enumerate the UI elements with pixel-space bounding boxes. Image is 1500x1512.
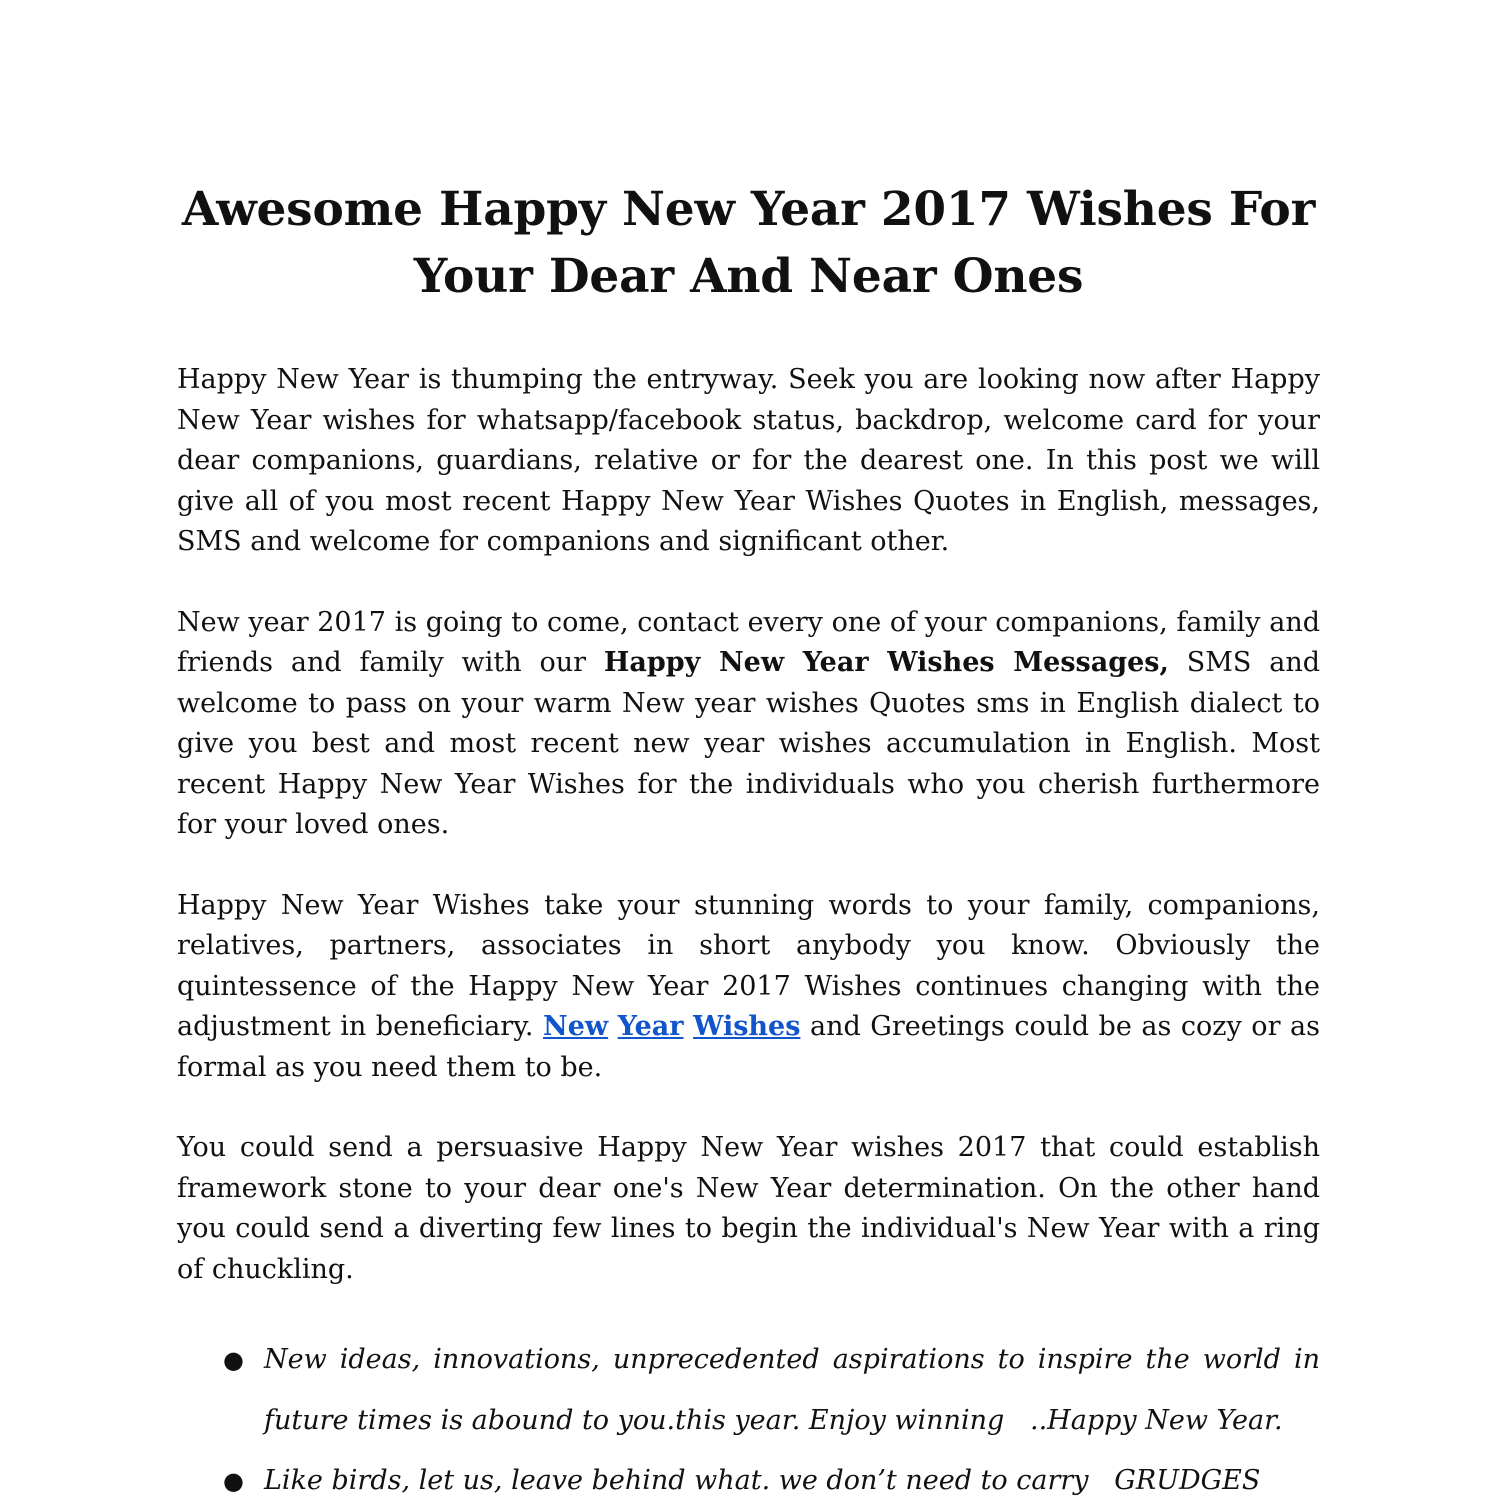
paragraph-messages-text-b: SMS and welcome to pass on your warm New year wishes Quotes sms in English dialect to give you best and most recent new year wishes accumulation in English. Most recent Happy New Year Wishes for the individuals who you cherish furthermore for your loved ones.	[177, 647, 1320, 840]
paragraph-greetings-text-a: Happy New Year Wishes take your stunning words to your family, companions, relatives, partners, associates in short anybody you know. Obviously the quintessence of the Happy New Year 2017 Wishes continues changing with the adjustment in beneficiary.	[177, 889, 1320, 1042]
bullet-icon: ●	[223, 1467, 244, 1495]
list-item	[177, 1330, 1320, 1451]
link-year[interactable]: Year	[617, 1011, 684, 1042]
link-new[interactable]: New	[543, 1011, 609, 1042]
bold-phrase: Happy New Year Wishes Messages,	[603, 647, 1169, 678]
paragraph-greetings	[177, 886, 1320, 1089]
document-page	[177, 176, 1320, 1512]
wishes-list	[177, 1330, 1320, 1512]
list-item-text: New ideas, innovations, unprecedented aspirations to inspire the world in future times is abound to you.this year. Enjoy winning ..Happy New Year.	[264, 1344, 1320, 1436]
paragraph-messages-text-a: New year 2017 is going to come, contact every one of your companions, family and friends and family with our	[177, 606, 1320, 678]
paragraph-persuasive: You could send a persuasive Happy New Year wishes 2017 that could establish framework stone to your dear one's New Year determination. On the other hand you could send a diverting few lines to begin the individual's New Year with a ring of chuckling.	[177, 1132, 1320, 1285]
paragraph-intro: Happy New Year is thumping the entryway. Seek you are looking now after Happy New Year wishes for whatsapp/facebook status, backdrop, welcome card for your dear companions, guardians, relative or for the dearest one. In this post we will give all of you most recent Happy New Year Wishes Quotes in English, messages, SMS and welcome for companions and significant other.	[177, 364, 1320, 557]
document-title: Awesome Happy New Year 2017 Wishes For Your Dear And Near Ones	[181, 182, 1316, 304]
paragraph-messages	[177, 603, 1320, 846]
link-wishes[interactable]: Wishes	[693, 1011, 801, 1042]
bullet-icon: ●	[223, 1346, 244, 1374]
list-item-text: Like birds, let us, leave behind what. we don’t need to carry GRUDGES	[264, 1465, 1261, 1496]
paragraph-greetings-text-b: and Greetings could be as cozy or as formal as you need them to be.	[177, 1011, 1320, 1083]
list-item	[177, 1451, 1320, 1512]
